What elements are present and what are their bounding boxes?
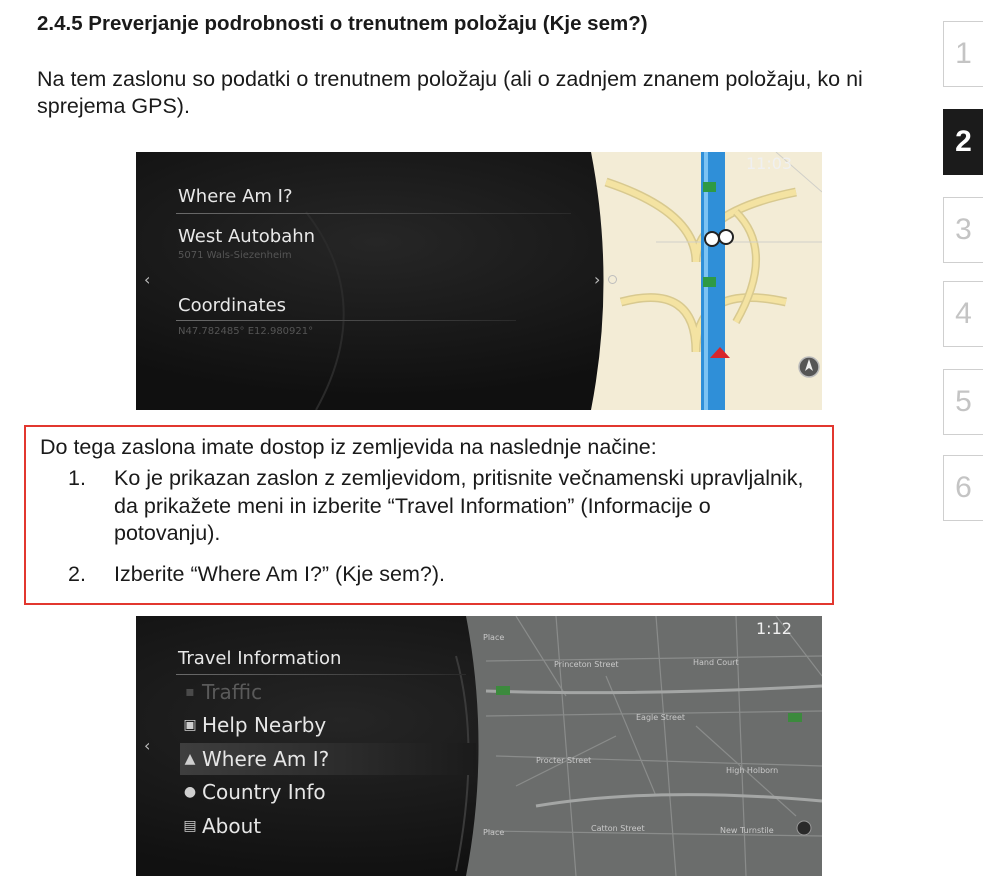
menu-item-label: Where Am I? (202, 747, 330, 771)
street-label: New Turnstile (720, 826, 774, 835)
coordinates-value: N47.782485° E12.980921° (178, 326, 314, 337)
divider-2 (176, 320, 516, 321)
poi-marker-icon-2 (719, 230, 733, 244)
step-1 (68, 465, 828, 549)
menu-item-label: Traffic (202, 680, 263, 704)
callout-lead: Do tega zaslona imate dostop iz zemljevida na naslednje načine: (40, 435, 657, 459)
step-2 (68, 561, 828, 589)
street-label: Place (483, 828, 505, 837)
where-am-i-screenshot (136, 152, 822, 410)
back-arrow-icon[interactable]: ‹ (144, 736, 151, 755)
menu-item-label: About (202, 814, 262, 838)
divider (176, 213, 571, 214)
screen-title: Travel Information (178, 648, 342, 669)
street-label: Place (483, 633, 505, 642)
back-arrow-icon[interactable]: ‹ (144, 270, 151, 289)
street-label: High Holborn (726, 766, 779, 775)
step-number: 1. (68, 466, 86, 490)
menu-item-label: Help Nearby (202, 713, 327, 737)
step-number: 2. (68, 562, 86, 586)
menu-item-country-info[interactable] (180, 776, 326, 808)
street-label: Catton Street (591, 824, 645, 833)
instructions-callout (24, 425, 834, 605)
about-icon: ▤ (183, 818, 197, 834)
coordinates-label[interactable]: Coordinates (178, 295, 287, 316)
intro-paragraph: Na tem zaslonu so podatki o trenutnem položaju (ali o zadnjem znanem položaju, ko ni sprejema GPS). (37, 67, 863, 118)
traffic-icon: ▪ (185, 684, 195, 700)
country-info-icon: ● (183, 784, 197, 800)
chapter-tab-6[interactable]: 6 (943, 455, 983, 521)
help-nearby-icon: ▣ (183, 717, 197, 733)
chapter-tab-1[interactable]: 1 (943, 21, 983, 87)
section-heading: 2.4.5 Preverjanje podrobnosti o trenutnem položaju (Kje sem?) (37, 12, 648, 35)
clock: 11:03 (746, 154, 793, 173)
menu-item-about[interactable] (180, 810, 261, 842)
chapter-tab-3[interactable]: 3 (943, 197, 983, 263)
divider (176, 674, 466, 675)
menu-item-help-nearby[interactable] (180, 709, 326, 741)
where-am-i-icon: ▲ (184, 751, 196, 767)
chapter-tab-2[interactable]: 2 (943, 109, 983, 175)
step-text: Ko je prikazan zaslon z zemljevidom, pritisnite večnamenski upravljalnik, da prikažete meni in izberite “Travel Information” (Informacije o potovanju). (114, 466, 804, 545)
poi-marker-icon (705, 232, 719, 246)
road-address: 5071 Wals-Siezenheim (178, 250, 292, 261)
screen-title: Where Am I? (178, 186, 293, 207)
street-label: Hand Court (693, 658, 739, 667)
street-label: Procter Street (536, 756, 592, 765)
travel-information-screenshot (136, 616, 822, 876)
menu-item-label: Country Info (202, 780, 326, 804)
step-text: Izberite “Where Am I?” (Kje sem?). (114, 562, 445, 586)
street-label: Eagle Street (636, 713, 686, 722)
clock: 1:12 (756, 619, 792, 638)
forward-arrow-icon[interactable]: › (594, 270, 601, 289)
road-name[interactable]: West Autobahn (178, 226, 316, 247)
knob-indicator-icon (608, 275, 617, 284)
menu-item-where-am-i[interactable] (180, 743, 476, 775)
chapter-tab-5[interactable]: 5 (943, 369, 983, 435)
street-label: Princeton Street (554, 660, 619, 669)
menu-item-traffic[interactable] (180, 676, 262, 708)
chapter-tab-4[interactable]: 4 (943, 281, 983, 347)
